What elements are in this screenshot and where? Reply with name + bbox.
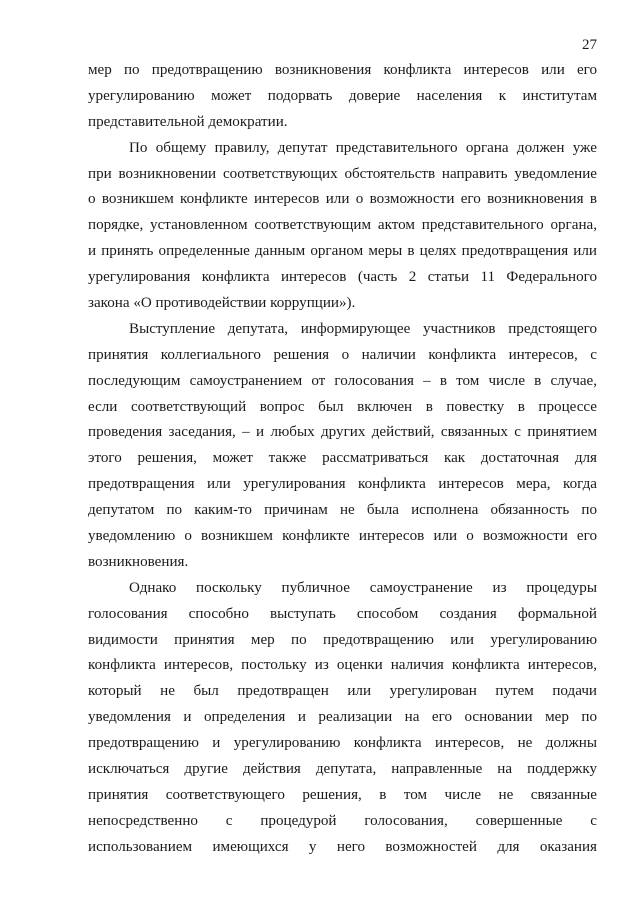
text-line: Однако поскольку публичное самоустранение из процедуры: [129, 579, 597, 596]
text-line: Выступление депутата, информирующее участников предстоящего: [129, 320, 597, 337]
text-line: и принять определенные данным органом меры в целях предотвращения или: [88, 243, 597, 260]
text-line: возникновения.: [88, 553, 189, 570]
paragraph-1: [88, 58, 597, 136]
paragraph-3: [88, 317, 597, 576]
text-line: мер по предотвращению возникновения конфликта интересов или его: [88, 62, 597, 78]
page-number: 27: [582, 37, 597, 53]
text-line: депутатом по каким-то причинам не была исполнена обязанность по: [88, 502, 597, 519]
text-line: который не был предотвращен или урегулирован путем подачи: [88, 683, 597, 700]
text-line: использованием имеющихся у него возможностей для оказания: [88, 838, 597, 855]
text-line: последующим самоустранением от голосования – в том числе в случае,: [88, 372, 597, 389]
text-line: конфликта интересов, постольку из оценки наличия конфликта интересов,: [88, 657, 597, 674]
text-line: если соответствующий вопрос был включен в повестку в процессе: [88, 398, 597, 415]
text-line: принятия коллегиального решения о наличии конфликта интересов, с: [88, 346, 597, 363]
text-line: урегулированию может подорвать доверие населения к институтам: [88, 87, 597, 104]
text-line: голосования способно выступать способом создания формальной: [88, 605, 597, 622]
text-line: проведения заседания, – и любых других действий, связанных с принятием: [88, 424, 597, 441]
text-line: о возникшем конфликте интересов или о возможности его возникновения в: [88, 191, 597, 208]
text-line: принятия соответствующего решения, в том числе не связанные: [88, 786, 597, 803]
text-line: видимости принятия мер по предотвращению или урегулированию: [88, 631, 597, 648]
text-line: этого решения, может также рассматриваться как достаточная для: [88, 450, 597, 467]
text-line: уведомления и определения и реализации на его основании мер по: [88, 709, 597, 726]
text-line: уведомлению о возникшем конфликте интересов или о возможности его: [88, 528, 597, 545]
paragraph-2: [88, 136, 597, 317]
text-line: предотвращению и урегулированию конфликта интересов, не должны: [88, 735, 597, 752]
document-body: [88, 58, 597, 861]
paragraph-4: [88, 576, 597, 861]
text-line: закона «О противодействии коррупции»).: [88, 295, 356, 312]
text-line: представительной демократии.: [88, 113, 288, 130]
text-line: непосредственно с процедурой голосования, совершенные с: [88, 812, 597, 829]
text-line: предотвращения или урегулирования конфликта интересов мера, когда: [88, 476, 597, 493]
text-line: исключаться другие действия депутата, направленные на поддержку: [88, 761, 597, 778]
text-line: порядке, установленном соответствующим актом представительного органа,: [88, 217, 597, 234]
text-line: По общему правилу, депутат представительного органа должен уже: [129, 139, 597, 156]
text-line: при возникновении соответствующих обстоятельств направить уведомление: [88, 165, 597, 182]
text-line: урегулирования конфликта интересов (часть 2 статьи 11 Федерального: [88, 269, 597, 286]
